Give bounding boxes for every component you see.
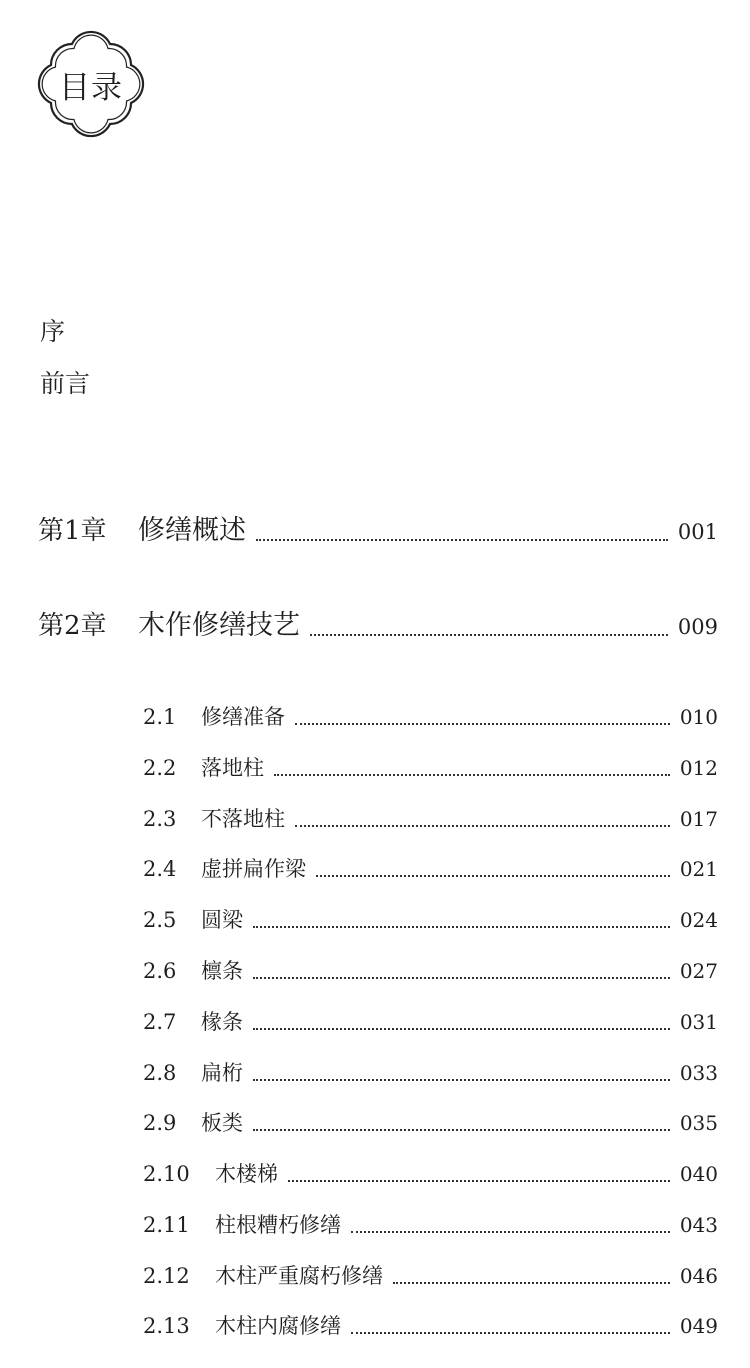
dot-leader xyxy=(351,1231,670,1233)
dot-leader xyxy=(295,825,670,827)
chapter-number: 第2章 xyxy=(38,611,107,641)
section-number: 2.10 xyxy=(143,1162,190,1186)
chapter-number: 第1章 xyxy=(38,516,107,546)
page-number: 010 xyxy=(679,705,718,729)
page-number: 046 xyxy=(679,1264,718,1288)
toc-section-2-5[interactable] xyxy=(143,904,718,934)
section-title: 木柱内腐修缮 xyxy=(215,1314,341,1338)
section-title: 修缮准备 xyxy=(201,705,285,729)
section-number: 2.11 xyxy=(143,1213,190,1237)
toc-section-2-8[interactable] xyxy=(143,1057,718,1087)
dot-leader xyxy=(253,1129,670,1131)
page-number: 009 xyxy=(677,615,718,639)
section-title: 椽条 xyxy=(201,1010,243,1034)
page-number: 024 xyxy=(679,908,718,932)
page-number: 001 xyxy=(677,520,718,544)
section-number: 2.6 xyxy=(143,959,177,983)
toc-section-2-3[interactable] xyxy=(143,803,718,833)
section-number: 2.9 xyxy=(143,1111,177,1135)
toc-section-2-13[interactable] xyxy=(143,1310,718,1340)
chapter-title: 木作修缮技艺 xyxy=(138,610,300,641)
toc-badge xyxy=(35,28,147,140)
toc-section-2-12[interactable] xyxy=(143,1260,718,1290)
section-number: 2.4 xyxy=(143,857,177,881)
page-number: 040 xyxy=(679,1162,718,1186)
page-number: 049 xyxy=(679,1314,718,1338)
section-title: 圆梁 xyxy=(201,908,243,932)
dot-leader xyxy=(253,1028,670,1030)
dot-leader xyxy=(310,634,668,636)
section-title: 木柱严重腐朽修缮 xyxy=(215,1264,383,1288)
page-title: 目录 xyxy=(59,69,123,106)
section-number: 2.1 xyxy=(143,705,177,729)
page-number: 021 xyxy=(679,857,718,881)
dot-leader xyxy=(253,926,670,928)
toc-chapter-2[interactable] xyxy=(38,603,718,642)
section-title: 虚拼扁作梁 xyxy=(201,857,306,881)
dot-leader xyxy=(288,1180,670,1182)
dot-leader xyxy=(316,875,670,877)
dot-leader xyxy=(253,977,670,979)
toc-section-2-9[interactable] xyxy=(143,1107,718,1137)
page-number: 027 xyxy=(679,959,718,983)
toc-section-2-2[interactable] xyxy=(143,752,718,782)
page-number: 031 xyxy=(679,1010,718,1034)
front-matter-foreword[interactable]: 前言 xyxy=(40,369,91,398)
section-title: 不落地柱 xyxy=(201,807,285,831)
section-title: 檩条 xyxy=(201,959,243,983)
section-number: 2.8 xyxy=(143,1061,177,1085)
section-number: 2.2 xyxy=(143,756,177,780)
page-number: 017 xyxy=(679,807,718,831)
dot-leader xyxy=(253,1079,670,1081)
section-title: 扁桁 xyxy=(201,1061,243,1085)
dot-leader xyxy=(351,1332,670,1334)
chapter-title: 修缮概述 xyxy=(138,515,246,546)
section-title: 木楼梯 xyxy=(215,1162,278,1186)
toc-section-2-6[interactable] xyxy=(143,955,718,985)
toc-chapter-1[interactable] xyxy=(38,508,718,547)
page-number: 035 xyxy=(679,1111,718,1135)
toc-section-2-1[interactable] xyxy=(143,701,718,731)
page-number: 043 xyxy=(679,1213,718,1237)
section-number: 2.12 xyxy=(143,1264,190,1288)
toc-section-2-11[interactable] xyxy=(143,1209,718,1239)
section-title: 落地柱 xyxy=(201,756,264,780)
section-number: 2.3 xyxy=(143,807,177,831)
dot-leader xyxy=(256,539,668,541)
section-title: 柱根糟朽修缮 xyxy=(215,1213,341,1237)
dot-leader xyxy=(295,723,670,725)
page-number: 012 xyxy=(679,756,718,780)
section-number: 2.5 xyxy=(143,908,177,932)
dot-leader xyxy=(393,1282,670,1284)
page-number: 033 xyxy=(679,1061,718,1085)
section-number: 2.7 xyxy=(143,1010,177,1034)
toc-section-2-7[interactable] xyxy=(143,1006,718,1036)
section-number: 2.13 xyxy=(143,1314,190,1338)
toc-section-2-4[interactable] xyxy=(143,853,718,883)
section-title: 板类 xyxy=(201,1111,243,1135)
toc-section-2-10[interactable] xyxy=(143,1158,718,1188)
dot-leader xyxy=(274,774,670,776)
front-matter-preface[interactable]: 序 xyxy=(40,317,66,346)
